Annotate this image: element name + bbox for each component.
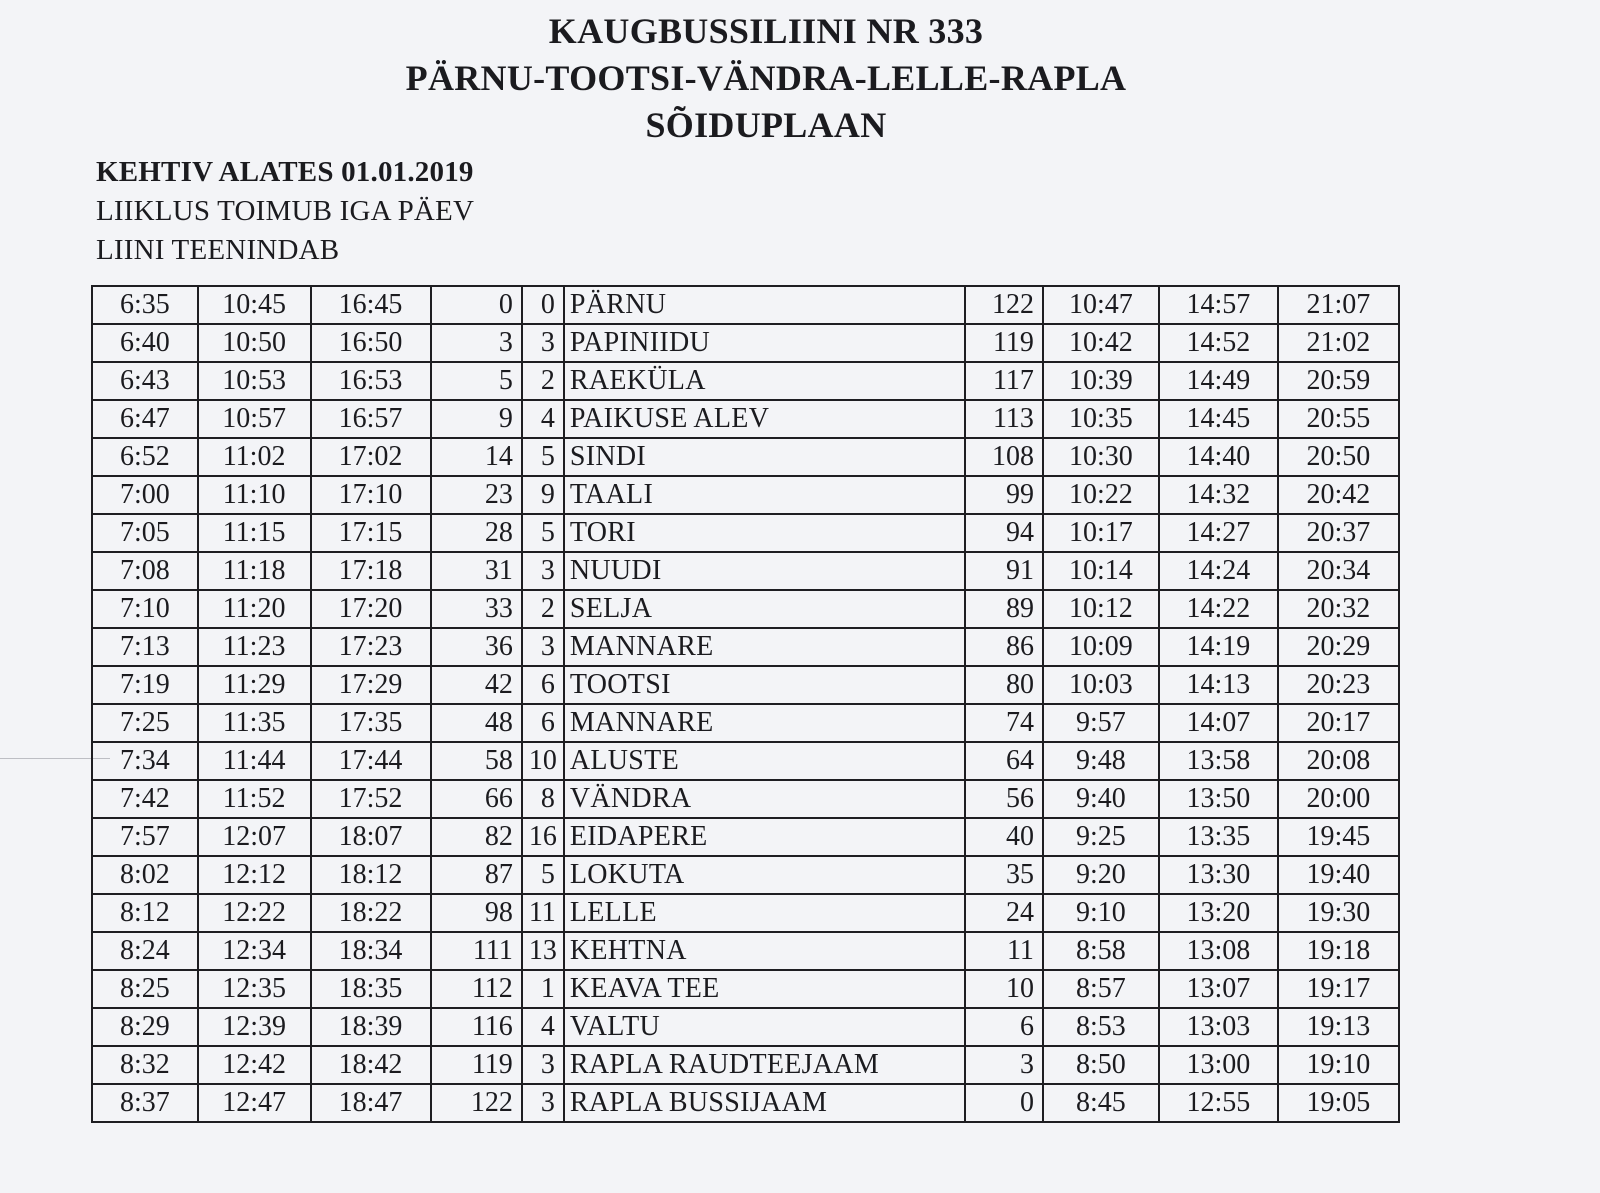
return-distance-cell: 74 — [965, 704, 1043, 742]
departure-2-cell: 10:53 — [198, 362, 311, 400]
departure-3-cell: 16:45 — [311, 286, 431, 324]
departure-3-cell: 18:34 — [311, 932, 431, 970]
table-row — [92, 970, 1399, 1008]
stop-name-cell: LOKUTA — [564, 856, 965, 894]
departure-2-cell: 12:12 — [198, 856, 311, 894]
segment-distance-cell: 3 — [522, 324, 564, 362]
segment-distance-cell: 5 — [522, 514, 564, 552]
segment-distance-cell: 4 — [522, 400, 564, 438]
departure-1-cell: 8:24 — [92, 932, 198, 970]
distance-cell: 9 — [431, 400, 522, 438]
distance-cell: 36 — [431, 628, 522, 666]
return-distance-cell: 24 — [965, 894, 1043, 932]
stop-name-cell: ALUSTE — [564, 742, 965, 780]
distance-cell: 82 — [431, 818, 522, 856]
return-2-cell: 14:22 — [1159, 590, 1278, 628]
document-title — [0, 8, 1532, 149]
departure-3-cell: 18:35 — [311, 970, 431, 1008]
return-3-cell: 20:34 — [1278, 552, 1399, 590]
return-3-cell: 21:02 — [1278, 324, 1399, 362]
departure-2-cell: 11:10 — [198, 476, 311, 514]
departure-1-cell: 7:05 — [92, 514, 198, 552]
segment-distance-cell: 3 — [522, 1084, 564, 1122]
return-3-cell: 21:07 — [1278, 286, 1399, 324]
return-1-cell: 10:03 — [1043, 666, 1159, 704]
return-1-cell: 10:47 — [1043, 286, 1159, 324]
return-3-cell: 19:10 — [1278, 1046, 1399, 1084]
segment-distance-cell: 6 — [522, 666, 564, 704]
return-1-cell: 10:14 — [1043, 552, 1159, 590]
departure-2-cell: 11:15 — [198, 514, 311, 552]
stop-name-cell: RAEKÜLA — [564, 362, 965, 400]
return-1-cell: 9:57 — [1043, 704, 1159, 742]
return-2-cell: 14:40 — [1159, 438, 1278, 476]
return-2-cell: 14:57 — [1159, 286, 1278, 324]
return-1-cell: 8:53 — [1043, 1008, 1159, 1046]
stop-name-cell: VÄNDRA — [564, 780, 965, 818]
departure-3-cell: 17:20 — [311, 590, 431, 628]
return-2-cell: 14:52 — [1159, 324, 1278, 362]
return-3-cell: 19:18 — [1278, 932, 1399, 970]
stop-name-cell: RAPLA RAUDTEEJAAM — [564, 1046, 965, 1084]
table-row — [92, 704, 1399, 742]
return-distance-cell: 91 — [965, 552, 1043, 590]
title-route-number: KAUGBUSSILIINI NR 333 — [548, 11, 984, 51]
return-1-cell: 10:17 — [1043, 514, 1159, 552]
return-distance-cell: 86 — [965, 628, 1043, 666]
return-1-cell: 8:58 — [1043, 932, 1159, 970]
return-3-cell: 19:05 — [1278, 1084, 1399, 1122]
return-1-cell: 8:57 — [1043, 970, 1159, 1008]
table-row — [92, 856, 1399, 894]
return-3-cell: 19:40 — [1278, 856, 1399, 894]
segment-distance-cell: 2 — [522, 362, 564, 400]
departure-3-cell: 18:12 — [311, 856, 431, 894]
departure-2-cell: 11:29 — [198, 666, 311, 704]
return-3-cell: 20:32 — [1278, 590, 1399, 628]
departure-1-cell: 6:35 — [92, 286, 198, 324]
return-1-cell: 10:35 — [1043, 400, 1159, 438]
departure-2-cell: 10:57 — [198, 400, 311, 438]
table-row — [92, 514, 1399, 552]
stop-name-cell: SELJA — [564, 590, 965, 628]
return-distance-cell: 56 — [965, 780, 1043, 818]
departure-1-cell: 6:40 — [92, 324, 198, 362]
departure-1-cell: 6:43 — [92, 362, 198, 400]
segment-distance-cell: 10 — [522, 742, 564, 780]
departure-1-cell: 8:37 — [92, 1084, 198, 1122]
table-row — [92, 666, 1399, 704]
table-row — [92, 590, 1399, 628]
departure-3-cell: 18:47 — [311, 1084, 431, 1122]
departure-1-cell: 7:34 — [92, 742, 198, 780]
departure-1-cell: 7:10 — [92, 590, 198, 628]
departure-2-cell: 12:42 — [198, 1046, 311, 1084]
distance-cell: 58 — [431, 742, 522, 780]
departure-3-cell: 17:23 — [311, 628, 431, 666]
table-row — [92, 1046, 1399, 1084]
return-distance-cell: 40 — [965, 818, 1043, 856]
stop-name-cell: TAALI — [564, 476, 965, 514]
departure-3-cell: 16:53 — [311, 362, 431, 400]
departure-3-cell: 18:22 — [311, 894, 431, 932]
departure-1-cell: 8:02 — [92, 856, 198, 894]
return-3-cell: 20:08 — [1278, 742, 1399, 780]
departure-3-cell: 17:35 — [311, 704, 431, 742]
departure-3-cell: 18:42 — [311, 1046, 431, 1084]
return-3-cell: 20:17 — [1278, 704, 1399, 742]
return-1-cell: 9:25 — [1043, 818, 1159, 856]
return-1-cell: 9:40 — [1043, 780, 1159, 818]
departure-1-cell: 8:12 — [92, 894, 198, 932]
return-distance-cell: 11 — [965, 932, 1043, 970]
segment-distance-cell: 2 — [522, 590, 564, 628]
return-distance-cell: 35 — [965, 856, 1043, 894]
return-distance-cell: 117 — [965, 362, 1043, 400]
departure-3-cell: 17:02 — [311, 438, 431, 476]
return-2-cell: 14:19 — [1159, 628, 1278, 666]
return-distance-cell: 89 — [965, 590, 1043, 628]
title-route-stops: PÄRNU-TOOTSI-VÄNDRA-LELLE-RAPLA — [405, 58, 1127, 98]
departure-2-cell: 11:20 — [198, 590, 311, 628]
departure-3-cell: 17:18 — [311, 552, 431, 590]
return-distance-cell: 80 — [965, 666, 1043, 704]
segment-distance-cell: 16 — [522, 818, 564, 856]
service-frequency: LIIKLUS TOIMUB IGA PÄEV — [96, 195, 475, 227]
departure-3-cell: 17:10 — [311, 476, 431, 514]
stop-name-cell: NUUDI — [564, 552, 965, 590]
segment-distance-cell: 3 — [522, 1046, 564, 1084]
segment-distance-cell: 3 — [522, 628, 564, 666]
distance-cell: 112 — [431, 970, 522, 1008]
departure-2-cell: 10:45 — [198, 286, 311, 324]
return-distance-cell: 122 — [965, 286, 1043, 324]
return-distance-cell: 3 — [965, 1046, 1043, 1084]
return-2-cell: 12:55 — [1159, 1084, 1278, 1122]
table-row — [92, 362, 1399, 400]
distance-cell: 98 — [431, 894, 522, 932]
segment-distance-cell: 5 — [522, 856, 564, 894]
return-3-cell: 20:50 — [1278, 438, 1399, 476]
departure-1-cell: 7:42 — [92, 780, 198, 818]
return-2-cell: 14:45 — [1159, 400, 1278, 438]
return-1-cell: 8:50 — [1043, 1046, 1159, 1084]
departure-2-cell: 11:02 — [198, 438, 311, 476]
distance-cell: 116 — [431, 1008, 522, 1046]
departure-2-cell: 11:35 — [198, 704, 311, 742]
return-2-cell: 13:20 — [1159, 894, 1278, 932]
return-1-cell: 9:48 — [1043, 742, 1159, 780]
stop-name-cell: RAPLA BUSSIJAAM — [564, 1084, 965, 1122]
return-2-cell: 14:24 — [1159, 552, 1278, 590]
departure-1-cell: 6:52 — [92, 438, 198, 476]
return-3-cell: 19:17 — [1278, 970, 1399, 1008]
return-3-cell: 20:59 — [1278, 362, 1399, 400]
departure-1-cell: 7:00 — [92, 476, 198, 514]
distance-cell: 31 — [431, 552, 522, 590]
return-3-cell: 20:29 — [1278, 628, 1399, 666]
distance-cell: 87 — [431, 856, 522, 894]
valid-from: KEHTIV ALATES 01.01.2019 — [96, 156, 474, 188]
segment-distance-cell: 5 — [522, 438, 564, 476]
return-2-cell: 14:13 — [1159, 666, 1278, 704]
return-3-cell: 19:13 — [1278, 1008, 1399, 1046]
table-row — [92, 742, 1399, 780]
departure-3-cell: 17:44 — [311, 742, 431, 780]
return-3-cell: 20:55 — [1278, 400, 1399, 438]
timetable-body — [92, 286, 1399, 1122]
return-1-cell: 9:10 — [1043, 894, 1159, 932]
table-row — [92, 932, 1399, 970]
departure-1-cell: 7:08 — [92, 552, 198, 590]
operator-line: LIINI TEENINDAB — [96, 234, 340, 266]
departure-2-cell: 12:39 — [198, 1008, 311, 1046]
segment-distance-cell: 1 — [522, 970, 564, 1008]
table-row — [92, 628, 1399, 666]
departure-1-cell: 7:19 — [92, 666, 198, 704]
table-row — [92, 894, 1399, 932]
distance-cell: 0 — [431, 286, 522, 324]
departure-1-cell: 7:25 — [92, 704, 198, 742]
segment-distance-cell: 8 — [522, 780, 564, 818]
table-row — [92, 780, 1399, 818]
return-distance-cell: 108 — [965, 438, 1043, 476]
departure-3-cell: 17:29 — [311, 666, 431, 704]
return-distance-cell: 94 — [965, 514, 1043, 552]
table-row — [92, 400, 1399, 438]
distance-cell: 33 — [431, 590, 522, 628]
distance-cell: 5 — [431, 362, 522, 400]
distance-cell: 3 — [431, 324, 522, 362]
segment-distance-cell: 4 — [522, 1008, 564, 1046]
table-row — [92, 818, 1399, 856]
departure-3-cell: 16:50 — [311, 324, 431, 362]
distance-cell: 66 — [431, 780, 522, 818]
table-row — [92, 552, 1399, 590]
return-1-cell: 10:39 — [1043, 362, 1159, 400]
return-3-cell: 20:00 — [1278, 780, 1399, 818]
stop-name-cell: MANNARE — [564, 704, 965, 742]
segment-distance-cell: 6 — [522, 704, 564, 742]
return-1-cell: 10:42 — [1043, 324, 1159, 362]
departure-3-cell: 18:39 — [311, 1008, 431, 1046]
return-1-cell: 10:12 — [1043, 590, 1159, 628]
departure-2-cell: 11:18 — [198, 552, 311, 590]
return-3-cell: 19:45 — [1278, 818, 1399, 856]
table-row — [92, 1084, 1399, 1122]
stop-name-cell: VALTU — [564, 1008, 965, 1046]
stop-name-cell: PAIKUSE ALEV — [564, 400, 965, 438]
return-2-cell: 13:07 — [1159, 970, 1278, 1008]
return-distance-cell: 0 — [965, 1084, 1043, 1122]
return-distance-cell: 10 — [965, 970, 1043, 1008]
departure-2-cell: 11:23 — [198, 628, 311, 666]
return-distance-cell: 64 — [965, 742, 1043, 780]
stop-name-cell: TOOTSI — [564, 666, 965, 704]
stop-name-cell: LELLE — [564, 894, 965, 932]
return-distance-cell: 113 — [965, 400, 1043, 438]
table-row — [92, 1008, 1399, 1046]
segment-distance-cell: 13 — [522, 932, 564, 970]
departure-2-cell: 11:44 — [198, 742, 311, 780]
distance-cell: 14 — [431, 438, 522, 476]
table-row — [92, 324, 1399, 362]
departure-2-cell: 11:52 — [198, 780, 311, 818]
stop-name-cell: PAPINIIDU — [564, 324, 965, 362]
stop-name-cell: PÄRNU — [564, 286, 965, 324]
return-distance-cell: 119 — [965, 324, 1043, 362]
return-2-cell: 14:49 — [1159, 362, 1278, 400]
return-3-cell: 20:23 — [1278, 666, 1399, 704]
return-distance-cell: 6 — [965, 1008, 1043, 1046]
distance-cell: 122 — [431, 1084, 522, 1122]
return-distance-cell: 99 — [965, 476, 1043, 514]
departure-1-cell: 7:57 — [92, 818, 198, 856]
return-2-cell: 14:27 — [1159, 514, 1278, 552]
departure-2-cell: 12:47 — [198, 1084, 311, 1122]
return-3-cell: 20:42 — [1278, 476, 1399, 514]
distance-cell: 42 — [431, 666, 522, 704]
return-1-cell: 9:20 — [1043, 856, 1159, 894]
segment-distance-cell: 9 — [522, 476, 564, 514]
stop-name-cell: SINDI — [564, 438, 965, 476]
stop-name-cell: KEAVA TEE — [564, 970, 965, 1008]
return-2-cell: 13:58 — [1159, 742, 1278, 780]
return-2-cell: 13:03 — [1159, 1008, 1278, 1046]
return-2-cell: 14:32 — [1159, 476, 1278, 514]
return-1-cell: 8:45 — [1043, 1084, 1159, 1122]
departure-1-cell: 6:47 — [92, 400, 198, 438]
segment-distance-cell: 0 — [522, 286, 564, 324]
return-3-cell: 19:30 — [1278, 894, 1399, 932]
segment-distance-cell: 3 — [522, 552, 564, 590]
return-1-cell: 10:30 — [1043, 438, 1159, 476]
stop-name-cell: MANNARE — [564, 628, 965, 666]
departure-1-cell: 8:25 — [92, 970, 198, 1008]
distance-cell: 48 — [431, 704, 522, 742]
return-2-cell: 13:00 — [1159, 1046, 1278, 1084]
table-row — [92, 438, 1399, 476]
return-2-cell: 13:50 — [1159, 780, 1278, 818]
timetable — [91, 285, 1400, 1123]
table-row — [92, 286, 1399, 324]
distance-cell: 28 — [431, 514, 522, 552]
title-timetable: SÕIDUPLAAN — [645, 105, 887, 145]
segment-distance-cell: 11 — [522, 894, 564, 932]
departure-3-cell: 17:15 — [311, 514, 431, 552]
distance-cell: 111 — [431, 932, 522, 970]
departure-3-cell: 18:07 — [311, 818, 431, 856]
distance-cell: 23 — [431, 476, 522, 514]
stop-name-cell: TORI — [564, 514, 965, 552]
return-1-cell: 10:09 — [1043, 628, 1159, 666]
departure-1-cell: 7:13 — [92, 628, 198, 666]
departure-2-cell: 10:50 — [198, 324, 311, 362]
stop-name-cell: EIDAPERE — [564, 818, 965, 856]
departure-2-cell: 12:22 — [198, 894, 311, 932]
return-3-cell: 20:37 — [1278, 514, 1399, 552]
info-block — [96, 153, 474, 270]
departure-2-cell: 12:07 — [198, 818, 311, 856]
departure-1-cell: 8:29 — [92, 1008, 198, 1046]
return-1-cell: 10:22 — [1043, 476, 1159, 514]
departure-2-cell: 12:35 — [198, 970, 311, 1008]
table-row — [92, 476, 1399, 514]
departure-3-cell: 16:57 — [311, 400, 431, 438]
stop-name-cell: KEHTNA — [564, 932, 965, 970]
departure-3-cell: 17:52 — [311, 780, 431, 818]
departure-2-cell: 12:34 — [198, 932, 311, 970]
return-2-cell: 13:35 — [1159, 818, 1278, 856]
return-2-cell: 13:08 — [1159, 932, 1278, 970]
return-2-cell: 14:07 — [1159, 704, 1278, 742]
return-2-cell: 13:30 — [1159, 856, 1278, 894]
departure-1-cell: 8:32 — [92, 1046, 198, 1084]
distance-cell: 119 — [431, 1046, 522, 1084]
